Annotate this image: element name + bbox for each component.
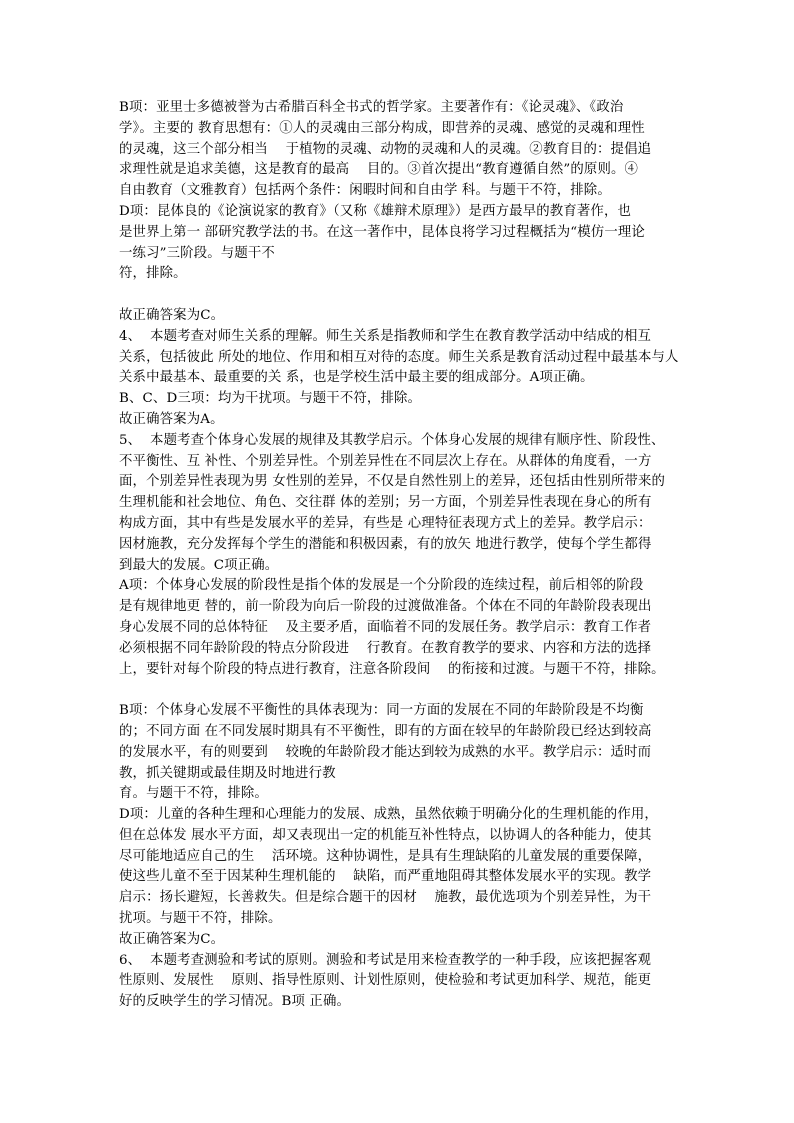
text-line: 的；不同方面 在不同发展时期具有不平衡性，即有的方面在较早的年龄阶段已经达到较高 xyxy=(119,723,652,739)
text-line: 必须根据不同年龄阶段的特点分阶段进 行教育。在教育教学的要求、内容和方法的选择 xyxy=(119,640,652,656)
text-line: D项：儿童的各种生理和心理能力的发展、成熟，虽然依赖于明确分化的生理机能的作用， xyxy=(119,807,658,823)
text-line: D项：昆体良的《论演说家的教育》（又称《雄辩术原理》）是西方最早的教育著作，也 xyxy=(119,203,632,219)
text-line: 使这些儿童不至于因某种生理机能的 缺陷，而严重地阻碍其整体发展水平的实现。教学 xyxy=(119,869,652,885)
text-line: 一练习”三阶段。与题干不 xyxy=(119,245,275,261)
text-line: 扰项。与题干不符，排除。 xyxy=(119,911,282,927)
blank-line xyxy=(119,285,681,306)
text-line: 到最大的发展。C项正确。 xyxy=(119,557,279,573)
text-line: 6、 本题考查测验和考试的原则。测验和考试是用来检查教学的一种手段，应该把握客观 xyxy=(119,952,652,968)
blank-line xyxy=(119,680,681,701)
text-line: 的发展水平，有的则要到 较晚的年龄阶段才能达到较为成熟的水平。教学启示：适时而 xyxy=(119,744,652,760)
text-line: 自由教育（文雅教育）包括两个条件：闲暇时间和自由学 科。与题干不符，排除。 xyxy=(119,183,611,199)
text-line: 的灵魂，这三个部分相当 于植物的灵魂、动物的灵魂和人的灵魂。②教育目的：提倡追 xyxy=(119,141,652,157)
text-line: 关系中最基本、最重要的关 系，也是学校生活中最主要的组成部分。A项正确。 xyxy=(119,370,594,386)
text-line: 因材施教，充分发挥每个学生的潜能和积极因素，有的放矢 地进行教学，使每个学生都得 xyxy=(119,536,652,552)
text-line: A项：个体身心发展的阶段性是指个体的发展是一个分阶段的连续过程，前后相邻的阶段 xyxy=(119,578,644,594)
text-line: 启示：扬长避短，长善救失。但是综合题干的因材 施教，最优选项为个别差异性，为干 xyxy=(119,890,652,906)
text-line: 身心发展不同的总体特征 及主要矛盾，面临着不同的发展任务。教学启示：教育工作者 xyxy=(119,619,652,635)
text-line: 构成方面，其中有些是发展水平的差异，有些是 心理特征表现方式上的差异。教学启示： xyxy=(119,515,652,531)
text-line: B项：亚里士多德被誉为古希腊百科全书式的哲学家。主要著作有：《论灵魂》、《政治 xyxy=(119,100,624,115)
text-line: 故正确答案为C。 xyxy=(119,307,225,323)
text-line: 4、 本题考查对师生关系的理解。师生关系是指教师和学生在教育教学活动中结成的相互 xyxy=(119,328,652,344)
text-line: 5、 本题考查个体身心发展的规律及其教学启示。个体身心发展的规律有顺序性、阶段性、 xyxy=(119,432,665,448)
text-line: 不平衡性、互 补性、个别差异性。个别差异性在不同层次上存在。从群体的角度看，一方 xyxy=(119,453,652,469)
text-line: 上，要针对每个阶段的特点进行教育，注意各阶段间 的衔接和过渡。与题干不符，排除。 xyxy=(119,661,665,677)
text-line: 故正确答案为C。 xyxy=(119,931,225,947)
text-line: 尽可能地适应自己的生 活环境。这种协调性，是具有生理缺陷的儿童发展的重要保障， xyxy=(119,848,652,864)
text-line: 是世界上第一 部研究教学法的书。在这一著作中，昆体良将学习过程概括为“模仿一理论 xyxy=(119,224,645,240)
text-line: 是有规律地更 替的，前一阶段为向后一阶段的过渡做准备。个体在不同的年龄阶段表现出 xyxy=(119,599,652,615)
text-line: 故正确答案为A。 xyxy=(119,411,224,427)
text-line: 性原则、发展性 原则、指导性原则、计划性原则，使检验和考试更加科学、规范，能更 xyxy=(119,973,652,989)
text-line: 学》。主要的 教育思想有：①人的灵魂由三部分构成，即营养的灵魂、感觉的灵魂和理性 xyxy=(119,120,645,136)
text-line: 生理机能和社会地位、角色、交往群 体的差别；另一方面，个别差异性表现在身心的所有 xyxy=(119,495,652,511)
text-line: B、C、D三项：均为干扰项。与题干不符，排除。 xyxy=(119,391,422,407)
text-line: 符，排除。 xyxy=(119,266,187,282)
text-line: 育。与题干不符，排除。 xyxy=(119,786,268,802)
text-line: 但在总体发 展水平方面，却又表现出一定的机能互补性特点，以协调人的各种能力，使其 xyxy=(119,827,652,843)
text-line: 好的反映学生的学习情况。B项 正确。 xyxy=(119,994,351,1010)
text-line: B项：个体身心发展不平衡性的具体表现为：同一方面的发展在不同的年龄阶段是不均衡 xyxy=(119,703,644,719)
text-line: 关系，包括彼此 所处的地位、作用和相互对待的态度。师生关系是教育活动过程中最基本与人 xyxy=(119,349,679,365)
text-line: 教，抓关键期或最佳期及时地进行教 xyxy=(119,765,336,781)
text-line: 求理性就是追求美德，这是教育的最高 目的。③首次提出“教育遵循自然”的原则。④ xyxy=(119,162,639,178)
document-body xyxy=(119,98,681,1013)
text-line: 面，个别差异性表现为男 女性别的差异，不仅是自然性别上的差异，还包括由性别所带来的 xyxy=(119,474,666,490)
